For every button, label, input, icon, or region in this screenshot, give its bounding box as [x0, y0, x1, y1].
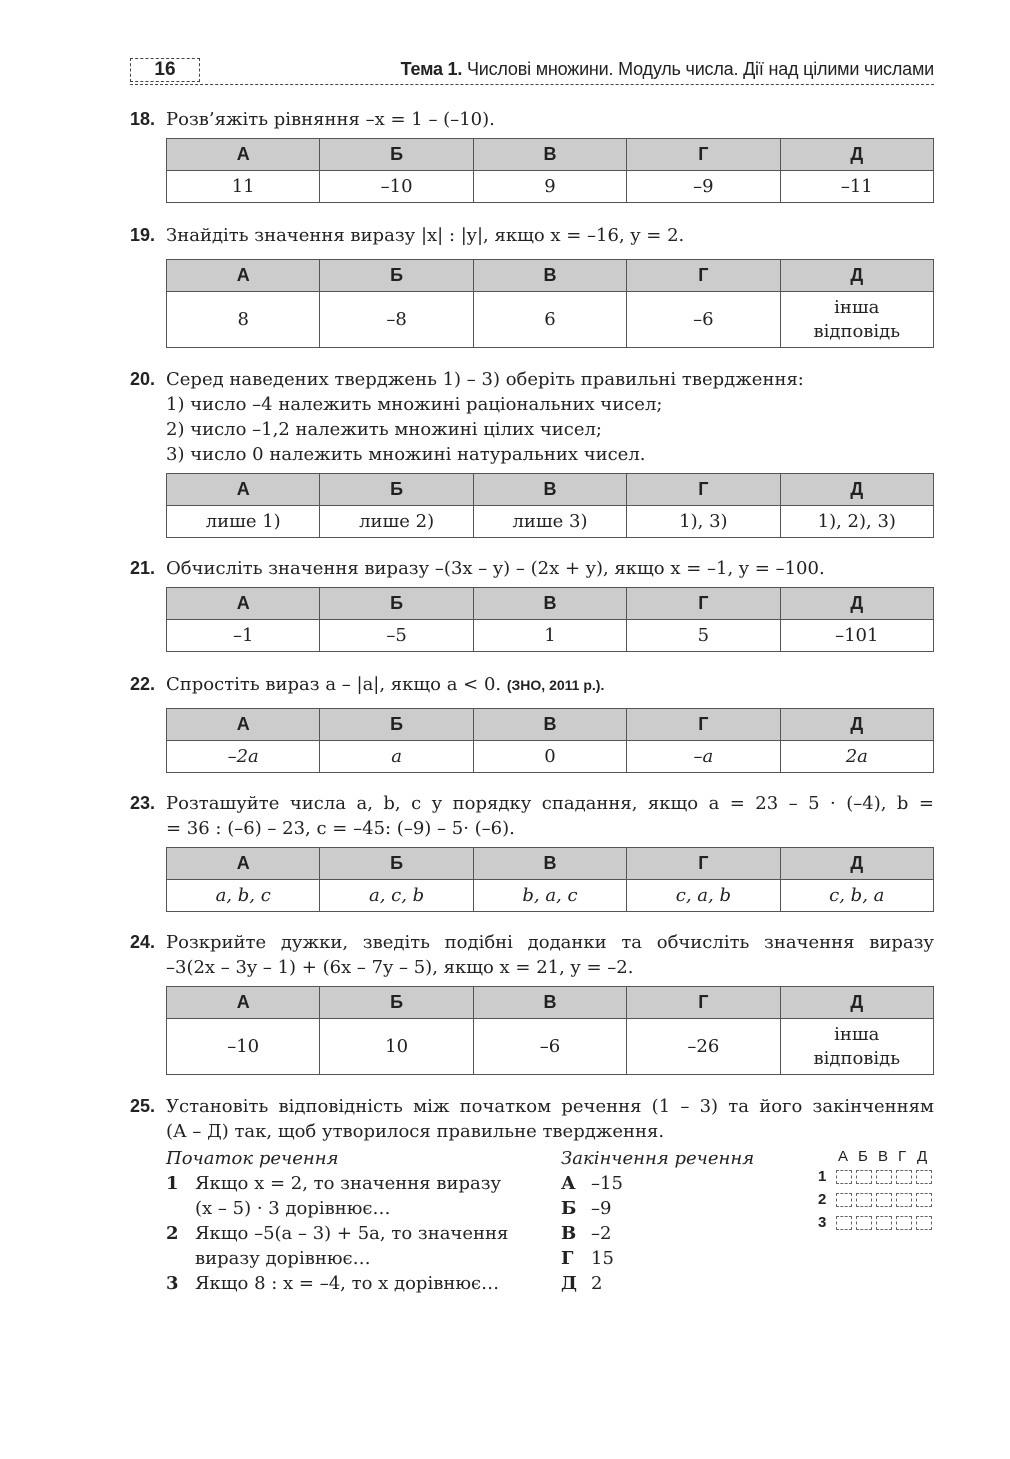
question-text: Установіть відповідність між початком речення (1 – 3) та його закінченням — [166, 1096, 934, 1117]
answer-cell: 9 — [473, 171, 626, 203]
answer-cell: –11 — [780, 171, 933, 203]
question-25: 25. Установіть відповідність між початком речення (1 – 3) та його закінченням (А – Д) так, щоб утворилося правильне твердження. — [130, 1096, 934, 1142]
question-text: Знайдіть значення виразу |x| : |y|, якщо x = –16, y = 2. — [166, 225, 685, 246]
column-letter: Г — [627, 987, 780, 1019]
page-header — [130, 58, 934, 85]
question-21: 21. Обчисліть значення виразу –(3x – y) – (2x + y), якщо x = –1, y = –100. — [130, 558, 825, 579]
answer-cell: a, b, c — [167, 880, 320, 912]
grid-checkbox[interactable] — [916, 1216, 932, 1230]
column-letter: Б — [320, 260, 473, 292]
answer-cell: 0 — [473, 741, 626, 773]
column-letter: А — [167, 588, 320, 620]
question-text-cont: –3(2x – 3y – 1) + (6x – 7y – 5), якщо x = 21, y = –2. — [166, 957, 634, 978]
answer-table-24 — [166, 986, 934, 1075]
answer-cell: –1 — [167, 620, 320, 652]
statement-line: 3) число 0 належить множині натуральних чисел. — [166, 444, 646, 465]
item-number: 1 — [166, 1173, 179, 1194]
answer-cell: b, a, c — [473, 880, 626, 912]
question-22: 22. Спростіть вираз a – |a|, якщо a < 0. (ЗНО, 2011 р.). — [130, 674, 605, 695]
page-number: 16 — [130, 58, 200, 82]
answer-table-22 — [166, 708, 934, 773]
answer-cell: 11 — [167, 171, 320, 203]
source-note: (ЗНО, 2011 р.). — [506, 677, 605, 693]
column-letter: А — [167, 474, 320, 506]
column-letter: В — [473, 709, 626, 741]
answer-cell: 6 — [473, 292, 626, 348]
answer-table-21 — [166, 587, 934, 652]
column-letter: Д — [780, 260, 933, 292]
answer-cell: –2a — [167, 741, 320, 773]
ending-value: –15 — [591, 1173, 623, 1194]
answer-cell: –a — [627, 741, 780, 773]
answer-cell: інша відповідь — [780, 292, 933, 348]
answer-cell: –6 — [627, 292, 780, 348]
grid-column-letter: Д — [917, 1148, 928, 1165]
column-letter: А — [167, 987, 320, 1019]
grid-checkbox[interactable] — [856, 1170, 872, 1184]
column-letter: Г — [627, 260, 780, 292]
answer-cell: a, c, b — [320, 880, 473, 912]
column-letter: В — [473, 848, 626, 880]
answer-cell: 1), 3) — [627, 506, 780, 538]
grid-row-number: 1 — [818, 1168, 827, 1185]
question-19: 19. Знайдіть значення виразу |x| : |y|, якщо x = –16, y = 2. — [130, 225, 685, 246]
question-23: 23. Розташуйте числа a, b, c у порядку спадання, якщо a = 23 – 5 · (–4), b = = 36 : (–6) – 23, c = –45: (–9) – 5· (–6). — [130, 793, 934, 839]
column-letter: Г — [627, 848, 780, 880]
grid-checkbox[interactable] — [896, 1216, 912, 1230]
grid-checkbox[interactable] — [916, 1193, 932, 1207]
question-18: 18. Розв’яжіть рівняння –x = 1 – (–10). — [130, 109, 495, 130]
question-text-cont: = 36 : (–6) – 23, c = –45: (–9) – 5· (–6). — [166, 818, 515, 839]
answer-cell: 2a — [780, 741, 933, 773]
left-column-title: Початок речення — [166, 1148, 339, 1169]
answer-cell: 1 — [473, 620, 626, 652]
column-letter: Г — [627, 474, 780, 506]
ending-value: 15 — [591, 1248, 614, 1269]
ending-value: –9 — [591, 1198, 612, 1219]
column-letter: Д — [780, 139, 933, 171]
ending-letter: В — [561, 1223, 577, 1244]
column-letter: А — [167, 139, 320, 171]
ending-value: 2 — [591, 1273, 603, 1294]
column-letter: Б — [320, 709, 473, 741]
column-letter: В — [473, 987, 626, 1019]
grid-checkbox[interactable] — [836, 1216, 852, 1230]
item-number: 3 — [166, 1273, 179, 1294]
grid-column-letter: Б — [858, 1148, 868, 1165]
grid-checkbox[interactable] — [876, 1216, 892, 1230]
answer-cell: 10 — [320, 1019, 473, 1075]
question-20: 20. Серед наведених тверджень 1) – 3) оберіть правильні твердження: 1) число –4 належить множині раціональних чисел; 2) число –1,2 належить множині цілих чисел; 3) число 0 належить множині натуральних чисел. — [130, 367, 934, 467]
column-letter: А — [167, 709, 320, 741]
grid-checkbox[interactable] — [836, 1170, 852, 1184]
answer-cell: 8 — [167, 292, 320, 348]
item-text: Якщо 8 : x = –4, то x дорівнює… — [195, 1273, 500, 1294]
answer-cell: 5 — [627, 620, 780, 652]
ending-letter: Б — [561, 1198, 577, 1219]
question-text: Обчисліть значення виразу –(3x – y) – (2x + y), якщо x = –1, y = –100. — [166, 558, 825, 579]
item-text: виразу дорівнює… — [195, 1248, 371, 1269]
column-letter: Д — [780, 848, 933, 880]
item-text: (x – 5) · 3 дорівнює… — [195, 1198, 391, 1219]
grid-checkbox[interactable] — [856, 1193, 872, 1207]
column-letter: В — [473, 260, 626, 292]
grid-column-letter: В — [878, 1148, 889, 1165]
item-text: Якщо –5(a – 3) + 5a, то значення — [195, 1223, 509, 1244]
column-letter: В — [473, 474, 626, 506]
column-letter: Д — [780, 474, 933, 506]
question-text: Розв’яжіть рівняння –x = 1 – (–10). — [166, 109, 495, 130]
grid-checkbox[interactable] — [836, 1193, 852, 1207]
grid-column-letter: Г — [898, 1148, 907, 1165]
grid-checkbox[interactable] — [916, 1170, 932, 1184]
grid-row-number: 3 — [818, 1214, 827, 1231]
answer-cell: 1), 2), 3) — [780, 506, 933, 538]
grid-checkbox[interactable] — [856, 1216, 872, 1230]
column-letter: Г — [627, 588, 780, 620]
statement-line: 2) число –1,2 належить множині цілих чисел; — [166, 419, 602, 440]
column-letter: Г — [627, 709, 780, 741]
statement-line: 1) число –4 належить множині раціональних чисел; — [166, 394, 663, 415]
column-letter: Д — [780, 588, 933, 620]
ending-value: –2 — [591, 1223, 612, 1244]
grid-checkbox[interactable] — [896, 1170, 912, 1184]
grid-row-number: 2 — [818, 1191, 827, 1208]
column-letter: Б — [320, 474, 473, 506]
item-number: 2 — [166, 1223, 179, 1244]
answer-table-18 — [166, 138, 934, 203]
answer-cell: –9 — [627, 171, 780, 203]
column-letter: Д — [780, 987, 933, 1019]
item-text: Якщо x = 2, то значення виразу — [195, 1173, 502, 1194]
grid-checkbox[interactable] — [896, 1193, 912, 1207]
grid-checkbox[interactable] — [876, 1170, 892, 1184]
question-text: Серед наведених тверджень 1) – 3) оберіть правильні твердження: — [166, 369, 804, 390]
question-text: Розкрийте дужки, зведіть подібні доданки та обчисліть значення виразу — [166, 932, 934, 953]
answer-cell: –6 — [473, 1019, 626, 1075]
question-text-cont: (А – Д) так, щоб утворилося правильне твердження. — [166, 1121, 665, 1142]
ending-letter: Д — [561, 1273, 578, 1294]
column-letter: А — [167, 260, 320, 292]
grid-column-letter: А — [838, 1148, 849, 1165]
answer-cell: –26 — [627, 1019, 780, 1075]
answer-cell: –5 — [320, 620, 473, 652]
column-letter: Д — [780, 709, 933, 741]
answer-table-19 — [166, 259, 934, 348]
answer-cell: лише 2) — [320, 506, 473, 538]
question-text: Спростіть вираз a – |a|, якщо a < 0. — [166, 674, 502, 695]
answer-table-20 — [166, 473, 934, 538]
answer-cell: –10 — [320, 171, 473, 203]
ending-letter: А — [561, 1173, 576, 1194]
column-letter: Б — [320, 848, 473, 880]
column-letter: Г — [627, 139, 780, 171]
answer-cell: –8 — [320, 292, 473, 348]
answer-cell: –101 — [780, 620, 933, 652]
column-letter: Б — [320, 987, 473, 1019]
ending-letter: Г — [561, 1248, 574, 1269]
column-letter: А — [167, 848, 320, 880]
column-letter: Б — [320, 588, 473, 620]
answer-cell: c, a, b — [627, 880, 780, 912]
column-letter: В — [473, 139, 626, 171]
answer-cell: a — [320, 741, 473, 773]
column-letter: Б — [320, 139, 473, 171]
topic-title: Тема 1. Числові множини. Модуль числа. Дії над цілими числами — [400, 59, 934, 79]
right-column-title: Закінчення речення — [561, 1148, 755, 1169]
question-24: 24. Розкрийте дужки, зведіть подібні доданки та обчисліть значення виразу –3(2x – 3y – 1) + (6x – 7y – 5), якщо x = 21, y = –2. — [130, 932, 934, 978]
answer-cell: лише 1) — [167, 506, 320, 538]
grid-checkbox[interactable] — [876, 1193, 892, 1207]
answer-cell: –10 — [167, 1019, 320, 1075]
question-text: Розташуйте числа a, b, c у порядку спадання, якщо a = 23 – 5 · (–4), b = — [166, 793, 934, 814]
answer-cell: лише 3) — [473, 506, 626, 538]
answer-table-23 — [166, 847, 934, 912]
answer-cell: c, b, a — [780, 880, 933, 912]
answer-cell: інша відповідь — [780, 1019, 933, 1075]
column-letter: В — [473, 588, 626, 620]
